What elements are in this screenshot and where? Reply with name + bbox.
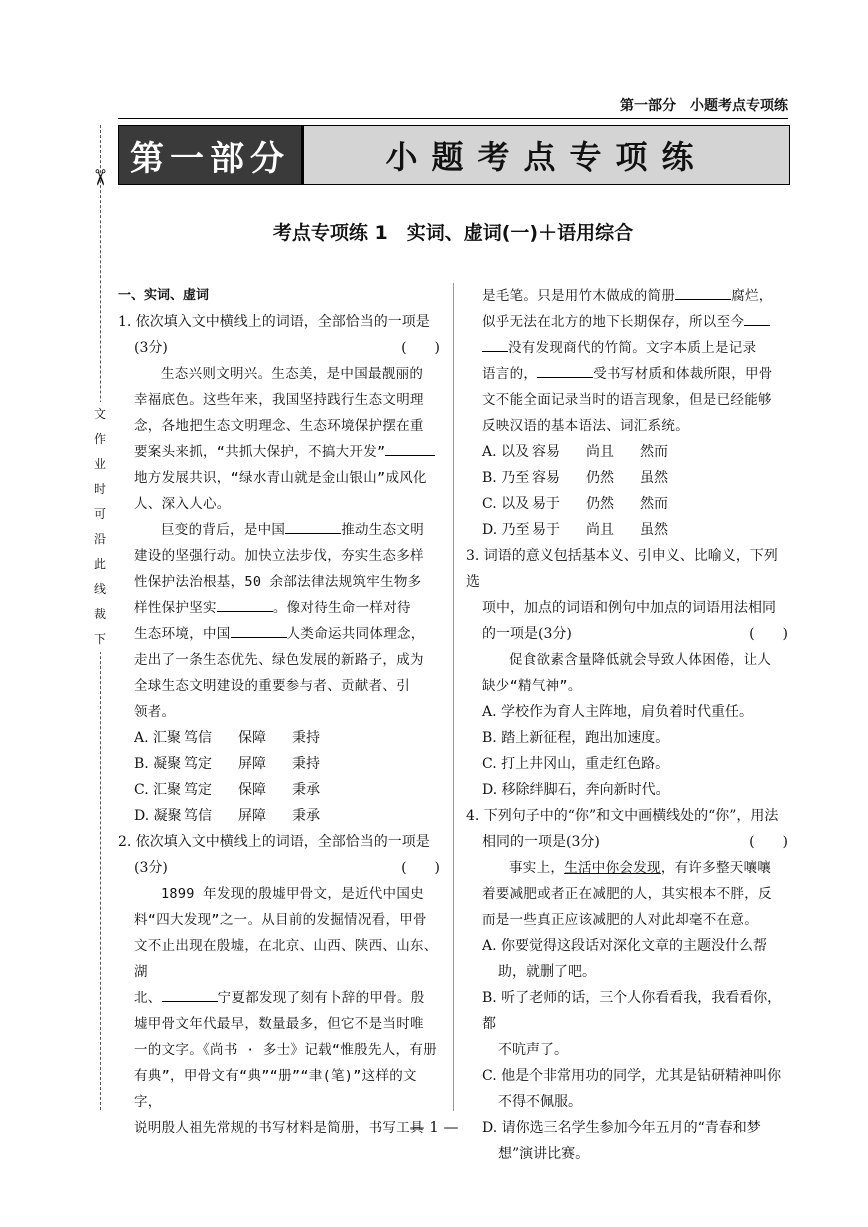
fill-blank[interactable] xyxy=(482,351,508,352)
option-word: 尚且 xyxy=(586,444,614,460)
option-c[interactable] xyxy=(118,777,440,803)
fill-blank[interactable] xyxy=(675,299,731,300)
option-b[interactable] xyxy=(466,465,788,491)
passage-line: 全球生态文明建设的重要参与者、贡献者、引 xyxy=(134,678,410,694)
option-c[interactable] xyxy=(466,1063,788,1115)
option-c[interactable] xyxy=(466,491,788,517)
answer-paren[interactable]: ( ) xyxy=(401,340,440,356)
option-word: D. 凝聚 xyxy=(134,808,182,824)
option-word: 虽然 xyxy=(640,522,668,538)
passage-line: 建设的坚强行动。加快立法步伐，夯实生态多样 xyxy=(134,548,424,564)
cut-char: 作 xyxy=(93,432,106,446)
option-line: 不得不佩服。 xyxy=(498,1094,582,1110)
question-1-stem: 1. 依次填入文中横线上的词语，全部恰当的一项是 xyxy=(118,314,430,330)
option-word: 屏障 xyxy=(238,756,266,772)
passage-line: 料“四大发现”之一。从目前的发掘情况看，甲骨 xyxy=(134,912,427,928)
option-a[interactable] xyxy=(466,933,788,985)
option-word: 保障 xyxy=(238,730,266,746)
example-line: 事实上， xyxy=(509,860,565,876)
question-score: (3分) xyxy=(134,860,168,876)
option-word: 秉承 xyxy=(292,782,320,798)
passage-line: 没有发现商代的竹简。文字本质上是记录 xyxy=(508,340,757,356)
underlined-phrase: 生活中你会发现 xyxy=(564,860,661,876)
passage-line: 样性保护坚实 xyxy=(134,600,217,616)
option-word: 然而 xyxy=(640,444,668,460)
option-b[interactable] xyxy=(466,985,788,1063)
passage-line: 推动生态文明 xyxy=(341,522,425,538)
option-word: C. 以及 xyxy=(482,496,530,512)
passage-line: 说明殷人祖先常规的书写材料是简册，书写工具 xyxy=(134,1120,424,1136)
option-word: 秉持 xyxy=(292,730,320,746)
scissors-icon: ✂ xyxy=(86,168,112,187)
option-word: 仍然 xyxy=(586,470,614,486)
option-word: 虽然 xyxy=(640,470,668,486)
option-b[interactable] xyxy=(118,751,440,777)
passage-line: 领者。 xyxy=(134,704,176,720)
option-word: C. 汇聚 xyxy=(134,782,182,798)
fill-blank[interactable] xyxy=(385,455,435,456)
option-word: 保障 xyxy=(238,782,266,798)
question-3-stem: 的一项是(3分) xyxy=(482,626,572,642)
cut-char: 沿 xyxy=(93,532,106,546)
option-line: B. 听了老师的话，三个人你看看我，我看看你，都 xyxy=(482,990,782,1032)
option-word: B. 乃至 xyxy=(482,470,530,486)
passage-line: 念，各地把生态文明理念、生态环境保护摆在重 xyxy=(134,418,424,434)
exercise-title: 考点专项练 1 实词、虚词(一)＋语用综合 xyxy=(272,222,634,244)
passage-line: 人、深入人心。 xyxy=(134,496,231,512)
option-line: A. 你要觉得这段话对深化文章的主题没什么帮 xyxy=(482,938,768,954)
option-word: 易于 xyxy=(532,522,560,538)
passage-line: 墟甲骨文年代最早，数量最多，但它不是当时唯 xyxy=(134,1016,424,1032)
question-4-stem: 4. 下列句子中的“你”和文中画横线处的“你”，用法 xyxy=(466,808,779,824)
passage-line: 一的文字。《尚书 · 多士》记载“惟殷先人，有册 xyxy=(134,1042,437,1058)
question-3-stem: 3. 词语的意义包括基本义、引申义、比喻义，下列选 xyxy=(466,548,778,590)
passage-line: 语言的， xyxy=(482,366,538,382)
page-number: — 1 — xyxy=(409,1118,459,1136)
example-line: ，有许多整天嚷嚷 xyxy=(660,860,772,876)
option-a[interactable]: A. 学校作为育人主阵地，肩负着时代重任。 xyxy=(482,704,754,720)
answer-paren[interactable]: ( ) xyxy=(749,834,788,850)
option-word: 屏障 xyxy=(238,808,266,824)
option-line: C. 他是个非常用功的同学，尤其是钻研精神叫你 xyxy=(482,1068,782,1084)
option-word: B. 凝聚 xyxy=(134,756,182,772)
passage-line: 人类命运共同体理念， xyxy=(286,626,425,642)
left-column xyxy=(118,283,440,1141)
option-d[interactable] xyxy=(118,803,440,829)
option-word: 然而 xyxy=(640,496,668,512)
passage-line: 1899 年发现的殷墟甲骨文，是近代中国史 xyxy=(161,886,424,902)
option-word: 尚且 xyxy=(586,522,614,538)
cut-instruction xyxy=(92,402,108,652)
passage-line: 文不止出现在殷墟，在北京、山西、陕西、山东、湖 xyxy=(134,938,438,980)
option-word: A. 以及 xyxy=(482,444,530,460)
passage-line: 生态兴则文明兴。生态美，是中国最靓丽的 xyxy=(161,366,424,382)
option-line: 不吭声了。 xyxy=(498,1042,568,1058)
cut-char: 裁 xyxy=(93,607,106,621)
passage-line: 要案头来抓，“共抓大保护，不搞大开发” xyxy=(134,444,386,460)
answer-paren[interactable]: ( ) xyxy=(401,860,440,876)
running-header: 第一部分 小题考点专项练 xyxy=(620,98,788,114)
option-c[interactable]: C. 打上井冈山，重走红色路。 xyxy=(482,756,670,772)
question-4-stem: 相同的一项是(3分) xyxy=(482,834,600,850)
right-column xyxy=(466,283,788,1167)
question-3-stem: 项中，加点的词语和例句中加点的词语用法相同 xyxy=(482,600,776,616)
option-word: 秉持 xyxy=(292,756,320,772)
passage-line: 似乎无法在北方的地下长期保存，所以至今 xyxy=(482,314,745,330)
passage-line: 幸福底色。这些年来，我国坚持践行生态文明理 xyxy=(134,392,424,408)
example-line: 着要减肥或者正在减肥的人，其实根本不胖，反 xyxy=(482,886,772,902)
cut-char: 此 xyxy=(93,557,106,571)
option-b[interactable]: B. 踏上新征程，跑出加速度。 xyxy=(482,730,670,746)
fill-blank[interactable] xyxy=(744,325,770,326)
cut-char: 时 xyxy=(93,482,106,496)
passage-line: 受书写材质和体裁所限，甲骨 xyxy=(593,366,773,382)
passage-line: 地方发展共识，“绿水青山就是金山银山”成风化 xyxy=(134,470,427,486)
option-line: D. 请你选三名学生参加今年五月的“青春和梦 xyxy=(482,1120,761,1136)
question-score: (3分) xyxy=(134,340,168,356)
option-word: 易于 xyxy=(532,496,560,512)
cut-char: 下 xyxy=(93,632,106,646)
cut-char: 业 xyxy=(93,457,106,471)
passage-line: 巨变的背后，是中国 xyxy=(161,522,286,538)
column-divider xyxy=(453,283,454,1111)
banner-part-label: 第一部分 xyxy=(119,126,301,184)
question-2-stem: 2. 依次填入文中横线上的词语，全部恰当的一项是 xyxy=(118,834,430,850)
fill-blank[interactable] xyxy=(217,611,273,612)
banner-part-title: 小题考点专项练 xyxy=(301,126,789,184)
cut-char: 可 xyxy=(93,507,106,521)
option-word: 笃信 xyxy=(184,730,212,746)
option-word: 秉承 xyxy=(292,808,320,824)
option-word: 笃定 xyxy=(184,782,212,798)
example-line: 而是一些真正应该减肥的人对此却毫不在意。 xyxy=(482,912,758,928)
option-word: 容易 xyxy=(532,470,560,486)
passage-line: 文不能全面记录当时的语言现象，但是已经能够 xyxy=(482,392,772,408)
header-rule xyxy=(118,118,788,119)
option-line: 助，就删了吧。 xyxy=(498,964,596,980)
option-a[interactable] xyxy=(118,725,440,751)
fill-blank[interactable] xyxy=(537,377,593,378)
passage-line: 走出了一条生态优先、绿色发展的新路子，成为 xyxy=(134,652,424,668)
option-line: 想”演讲比赛。 xyxy=(498,1146,590,1162)
passage-line: 是毛笔。只是用竹木做成的简册 xyxy=(482,288,676,304)
option-word: 笃定 xyxy=(184,756,212,772)
option-d[interactable]: D. 移除绊脚石，奔向新时代。 xyxy=(482,782,670,798)
option-a[interactable] xyxy=(466,439,788,465)
passage-line: 反映汉语的基本语法、词汇系统。 xyxy=(482,418,689,434)
option-word: A. 汇聚 xyxy=(134,730,182,746)
passage-line: 宁夏都发现了刻有卜辞的甲骨。殷 xyxy=(217,990,425,1006)
fill-blank[interactable] xyxy=(231,637,287,638)
passage-line: 。像对待生命一样对待 xyxy=(272,600,411,616)
option-word: 仍然 xyxy=(586,496,614,512)
example-line: 缺少“精气神”。 xyxy=(482,678,582,694)
part-banner xyxy=(118,125,790,185)
section-heading: 一、实词、虚词 xyxy=(118,288,210,303)
option-word: D. 乃至 xyxy=(482,522,530,538)
passage-line: 生态环境，中国 xyxy=(134,626,231,642)
cut-char: 文 xyxy=(93,407,106,421)
passage-line: 性保护法治根基，50 余部法律法规筑牢生物多 xyxy=(134,574,422,590)
passage-line: 腐烂， xyxy=(731,288,773,304)
answer-paren[interactable]: ( ) xyxy=(749,626,788,642)
passage-line: 有典”，甲骨文有“典”“册”“聿(笔)”这样的文字， xyxy=(134,1068,417,1110)
passage-line: 北、 xyxy=(134,990,162,1006)
option-word: 容易 xyxy=(532,444,560,460)
fill-blank[interactable] xyxy=(285,533,341,534)
option-word: 笃信 xyxy=(184,808,212,824)
fill-blank[interactable] xyxy=(162,1001,218,1002)
cut-char: 线 xyxy=(93,582,106,596)
option-d[interactable] xyxy=(466,517,788,543)
example-line: 促食欲素含量降低就会导致人体困倦，让人 xyxy=(509,652,772,668)
